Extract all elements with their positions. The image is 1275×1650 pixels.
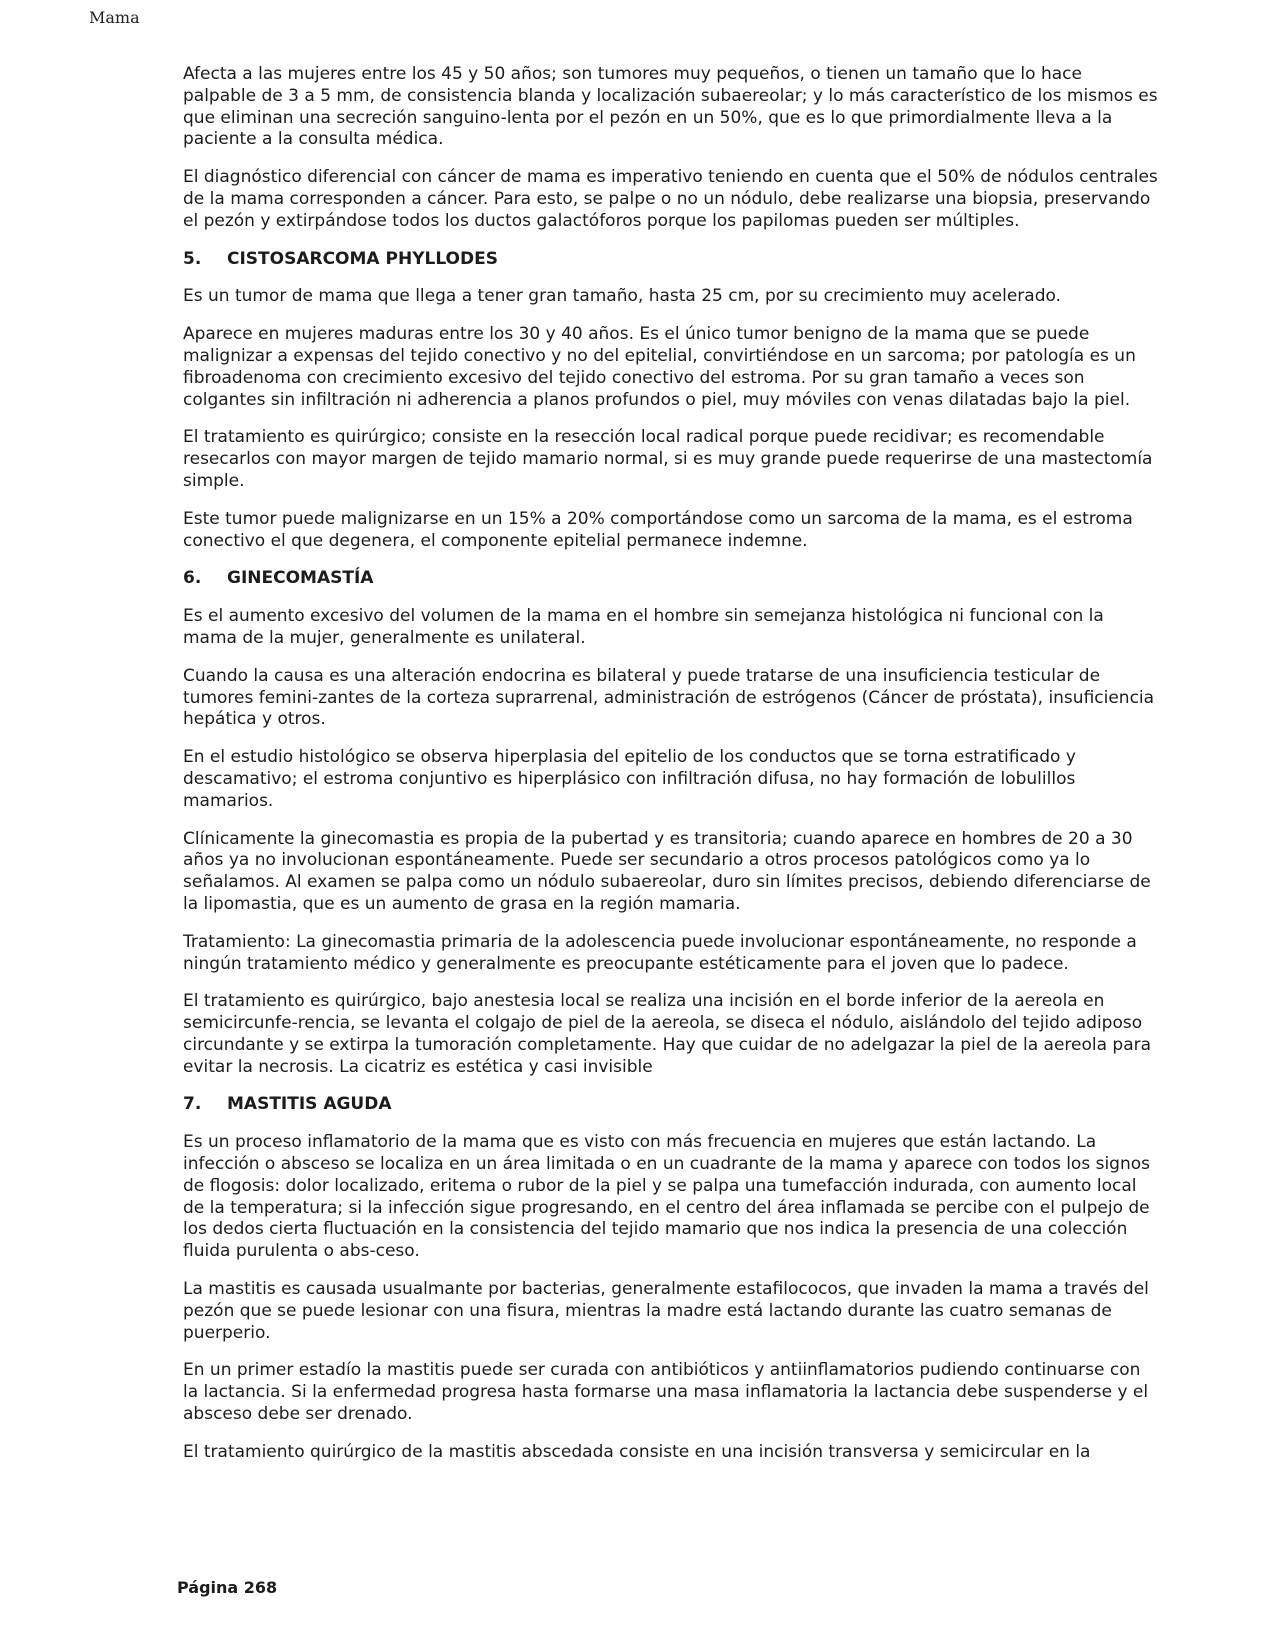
running-header: Mama bbox=[89, 8, 140, 27]
document-body bbox=[183, 64, 1158, 1480]
section-title: GINECOMASTÍA bbox=[227, 568, 374, 589]
section-heading bbox=[183, 249, 1158, 271]
section-number: 6. bbox=[183, 568, 202, 589]
paragraph: En el estudio histológico se observa hiperplasia del epitelio de los conductos que se torna estratificado y descamativo; el estroma conjuntivo es hiperplásico con infiltración difusa, no hay formación de lobulillos mamarios. bbox=[183, 747, 1076, 811]
paragraph: Afecta a las mujeres entre los 45 y 50 años; son tumores muy pequeños, o tienen un tamaño que lo hace palpable de 3 a 5 mm, de consistencia blanda y localización subaereolar; y lo más característico de los mismos es que eliminan una secreción sanguino-lenta por el pezón en un 50%, que es lo que primordialmente lleva a la paciente a la consulta médica. bbox=[183, 64, 1158, 150]
section-number: 7. bbox=[183, 1094, 202, 1115]
section-title: CISTOSARCOMA PHYLLODES bbox=[227, 248, 498, 269]
section-title: MASTITIS AGUDA bbox=[227, 1094, 392, 1115]
paragraph: Tratamiento: La ginecomastia primaria de la adolescencia puede involucionar espontáneamente, no responde a ningún tratamiento médico y generalmente es preocupante estéticamente para el joven que lo padece. bbox=[183, 931, 1137, 974]
page-number: Página 268 bbox=[177, 1578, 278, 1597]
paragraph: Es un tumor de mama que llega a tener gran tamaño, hasta 25 cm, por su crecimiento muy acelerado. bbox=[183, 286, 1061, 307]
paragraph: Cuando la causa es una alteración endocrina es bilateral y puede tratarse de una insuficiencia testicular de tumores femini-zantes de la corteza suprarrenal, administración de estrógenos (Cáncer de próstata), insuficiencia hepática y otros. bbox=[183, 665, 1155, 730]
paragraph: El tratamiento es quirúrgico; consiste en la resección local radical porque puede recidivar; es recomendable resecarlos con mayor margen de tejido mamario normal, si es muy grande puede requerirse de una mastectomía simple. bbox=[183, 427, 1153, 491]
paragraph: Es el aumento excesivo del volumen de la mama en el hombre sin semejanza histológica ni funcional con la mama de la mujer, generalmente es unilateral. bbox=[183, 606, 1104, 648]
paragraph: Aparece en mujeres maduras entre los 30 y 40 años. Es el único tumor benigno de la mama que se puede malignizar a expensas del tejido conectivo y no del epitelial, convirtiéndose en un sarcoma; por patología es un fibroadenoma con crecimiento excesivo del tejido conectivo del estroma. Por su gran tamaño a veces son colgantes sin infiltración ni adherencia a planos profundos o piel, muy móviles con venas dilatadas bajo la piel. bbox=[183, 324, 1136, 410]
section-heading bbox=[183, 1094, 1158, 1116]
paragraph: Clínicamente la ginecomastia es propia de la pubertad y es transitoria; cuando aparece en hombres de 20 a 30 años ya no involucionan espontáneamente. Puede ser secundario a otros procesos patológicos como ya lo señalamos. Al examen se palpa como un nódulo subaereolar, duro sin límites precisos, debiendo diferenciarse de la lipomastia, que es un aumento de grasa en la región mamaria. bbox=[183, 828, 1151, 914]
paragraph: El tratamiento es quirúrgico, bajo anestesia local se realiza una incisión en el borde inferior de la aereola en semicircunfe-rencia, se levanta el colgajo de piel de la aereola, se diseca el nódulo, aislándolo del tejido adiposo circundante y se extirpa la tumoración completamente. Hay que cuidar de no adelgazar la piel de la aereola para evitar la necrosis. La cicatriz es estética y casi invisible bbox=[183, 991, 1152, 1077]
section-heading bbox=[183, 568, 1158, 590]
paragraph: La mastitis es causada usualmante por bacterias, generalmente estafilococos, que invaden la mama a través del pezón que se puede lesionar con una fisura, mientras la madre está lactando durante las cuatro semanas de puerperio. bbox=[183, 1279, 1149, 1343]
paragraph: El tratamiento quirúrgico de la mastitis abscedada consiste en una incisión transversa y semicircular en la bbox=[183, 1441, 1091, 1462]
section-number: 5. bbox=[183, 248, 202, 269]
paragraph: En un primer estadío la mastitis puede ser curada con antibióticos y antiinflamatorios pudiendo continuarse con la lactancia. Si la enfermedad progresa hasta formarse una masa inflamatoria la lactancia debe suspenderse y el absceso debe ser drenado. bbox=[183, 1360, 1149, 1425]
paragraph: Este tumor puede malignizarse en un 15% a 20% comportándose como un sarcoma de la mama, es el estroma conectivo el que degenera, el componente epitelial permanece indemne. bbox=[183, 508, 1133, 551]
paragraph: Es un proceso inflamatorio de la mama que es visto con más frecuencia en mujeres que están lactando. La infección o absceso se localiza en un área limitada o en un cuadrante de la mama y aparece con todos los signos de flogosis: dolor localizado, eritema o rubor de la piel y se palpa una tumefacción indurada, con aumento local de la temperatura; si la infección sigue progresando, en el centro del área inflamada se percibe con el pulpejo de los dedos cierta fluctuación en la consistencia del tejido mamario que nos indica la presencia de una colección fluida purulenta o abs-ceso. bbox=[183, 1132, 1150, 1262]
paragraph: El diagnóstico diferencial con cáncer de mama es imperativo teniendo en cuenta que el 50% de nódulos centrales de la mama corresponden a cáncer. Para esto, se palpe o no un nódulo, debe realizarse una biopsia, preservando el pezón y extirpándose todos los ductos galactóforos porque los papilomas pueden ser múltiples. bbox=[183, 167, 1158, 231]
